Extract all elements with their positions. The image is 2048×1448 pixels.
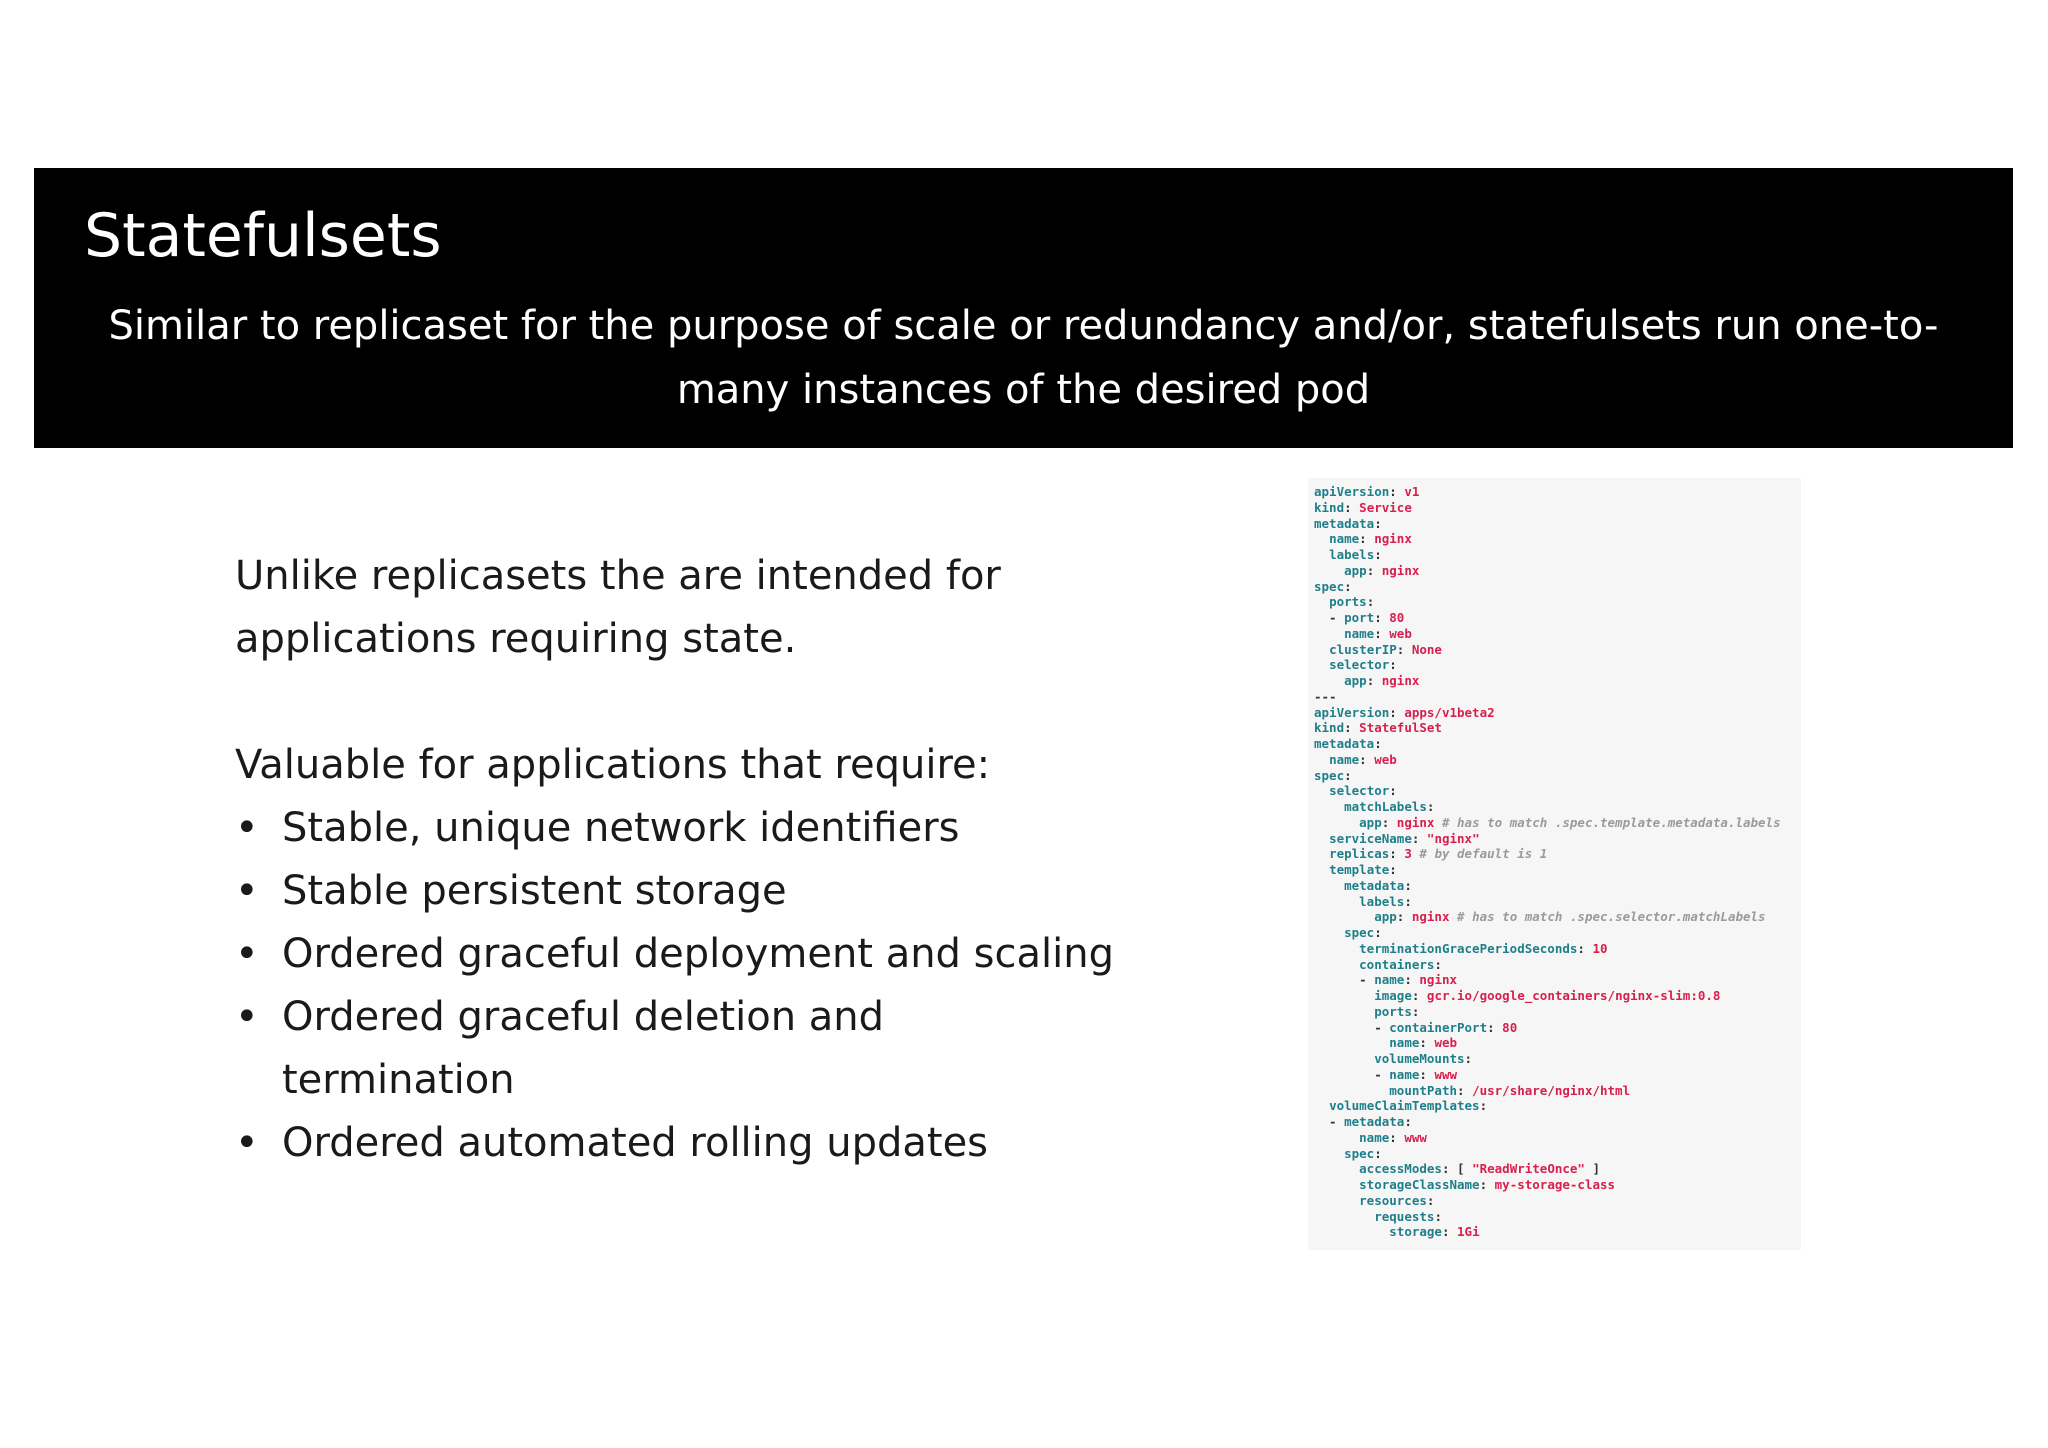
- requirements-list: [235, 797, 1135, 1175]
- code-line: selector:: [1329, 783, 1397, 799]
- code-line: kind: Service: [1314, 499, 1412, 515]
- title-banner: [34, 168, 2013, 448]
- list-item-text: Ordered automated rolling updates: [282, 1120, 989, 1166]
- code-line: selector:: [1329, 657, 1397, 673]
- slide-subtitle: Similar to replicaset for the purpose of scale or redundancy and/or, statefulsets run one-to-many instances of the desired pod: [108, 303, 1939, 413]
- code-line: labels:: [1329, 547, 1382, 562]
- list-item: [235, 1112, 1135, 1175]
- code-line: app: nginx # has to match .spec.selector.matchLabels: [1374, 909, 1766, 925]
- bullet-icon: •: [235, 1120, 259, 1166]
- code-line: metadata:: [1344, 877, 1412, 893]
- paragraph-spacer: [235, 671, 1135, 734]
- code-line: name: web: [1389, 1035, 1458, 1051]
- list-item-text: Stable, unique network identifiers: [282, 805, 960, 851]
- code-line: mountPath: /usr/share/nginx/html: [1389, 1082, 1631, 1098]
- yaml-code-block: [1308, 478, 1801, 1240]
- list-item: [235, 860, 1135, 923]
- bullet-icon: •: [235, 805, 259, 851]
- code-line: volumeClaimTemplates:: [1329, 1098, 1488, 1114]
- code-line: spec:: [1314, 767, 1352, 783]
- code-line: name: web: [1344, 625, 1412, 641]
- bullet-icon: •: [235, 868, 259, 914]
- yaml-code-image: [1308, 478, 1801, 1250]
- code-line: app: nginx # has to match .spec.template.metadata.labels: [1359, 814, 1781, 830]
- code-line: - containerPort: 80: [1314, 1019, 1518, 1035]
- list-item: [235, 797, 1135, 860]
- code-line: volumeMounts:: [1374, 1051, 1473, 1066]
- code-line: serviceName: "nginx": [1329, 830, 1480, 846]
- code-line: - port: 80: [1314, 610, 1405, 625]
- code-line: spec:: [1344, 1145, 1382, 1161]
- code-line: requests:: [1374, 1208, 1442, 1224]
- code-line: ports:: [1329, 594, 1375, 610]
- slide-title: Statefulsets: [84, 201, 442, 271]
- code-line: - metadata:: [1314, 1114, 1412, 1129]
- code-line: containers:: [1359, 956, 1442, 972]
- lead-text: Valuable for applications that require:: [235, 742, 991, 788]
- code-line: kind: StatefulSet: [1314, 720, 1442, 736]
- code-line: - name: www: [1314, 1066, 1458, 1082]
- code-line: terminationGracePeriodSeconds: 10: [1359, 940, 1608, 956]
- code-line: accessModes: [ "ReadWriteOnce" ]: [1359, 1161, 1601, 1177]
- code-line: name: www: [1359, 1129, 1427, 1145]
- code-line: app: nginx: [1344, 562, 1420, 578]
- code-line: image: gcr.io/google_containers/nginx-slim:0.8: [1374, 988, 1721, 1003]
- body-text: [235, 545, 1135, 1175]
- code-line: storage: 1Gi: [1389, 1224, 1480, 1240]
- bullet-icon: •: [235, 931, 259, 977]
- code-line: clusterIP: None: [1329, 641, 1442, 657]
- code-line: resources:: [1359, 1192, 1435, 1208]
- code-line: matchLabels:: [1344, 799, 1435, 814]
- code-line: name: web: [1329, 751, 1397, 767]
- list-item: [235, 923, 1135, 986]
- code-line: app: nginx: [1344, 673, 1420, 688]
- list-item-text: Ordered graceful deletion and termination: [282, 994, 885, 1103]
- code-line: replicas: 3 # by default is 1: [1329, 846, 1548, 862]
- code-line: template:: [1329, 862, 1397, 877]
- code-line: - name: nginx: [1314, 972, 1458, 988]
- list-item: [235, 986, 942, 1112]
- code-line: name: nginx: [1329, 531, 1412, 547]
- code-line: apiVersion: v1: [1314, 484, 1420, 499]
- intro-text: Unlike replicasets the are intended for applications requiring state.: [235, 553, 1001, 662]
- code-line: spec:: [1344, 925, 1382, 940]
- code-line: apiVersion: apps/v1beta2: [1314, 704, 1495, 720]
- code-line: ports:: [1374, 1003, 1420, 1019]
- code-line: ---: [1314, 688, 1337, 704]
- bullet-icon: •: [235, 994, 259, 1040]
- code-line: storageClassName: my-storage-class: [1359, 1177, 1616, 1192]
- list-item-text: Ordered graceful deployment and scaling: [282, 931, 1114, 977]
- code-line: spec:: [1314, 578, 1352, 594]
- code-line: metadata:: [1314, 515, 1382, 531]
- list-item-text: Stable persistent storage: [282, 868, 787, 914]
- code-line: labels:: [1359, 893, 1412, 909]
- code-line: metadata:: [1314, 736, 1382, 751]
